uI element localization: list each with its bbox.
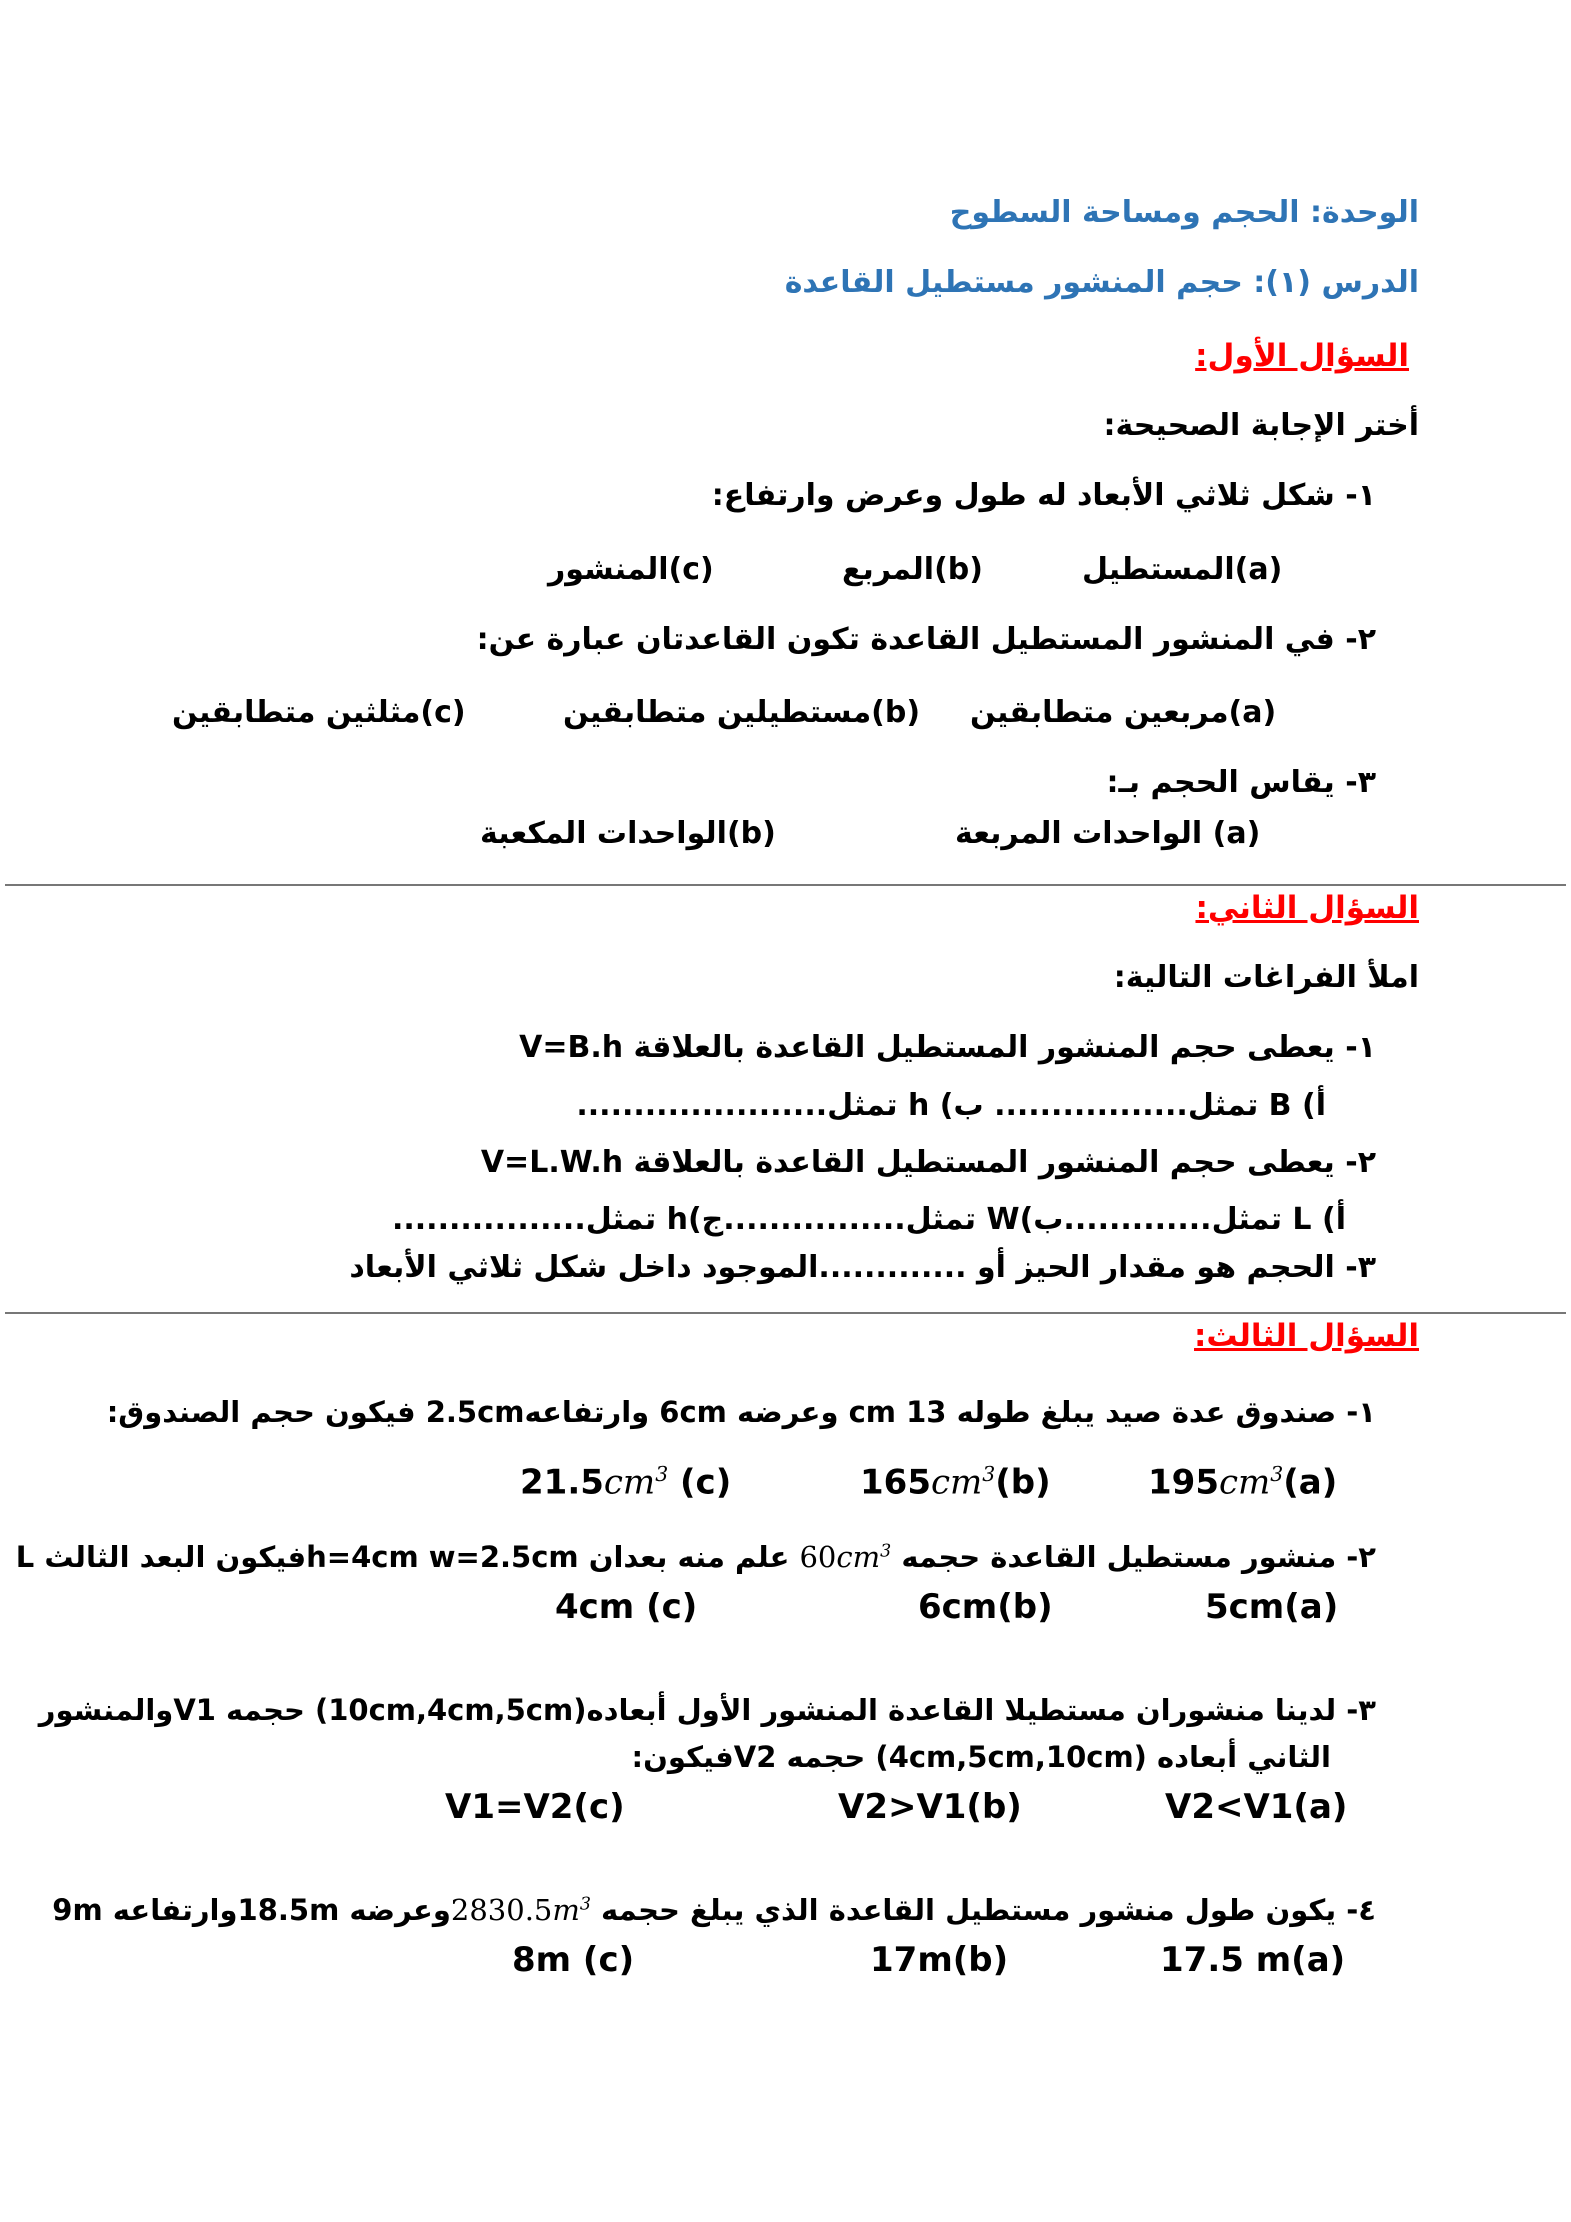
q1-item2-option-b: (b)مستطيلين متطابقين — [563, 695, 921, 730]
q2-title: السؤال الثاني: — [1195, 890, 1419, 926]
unit-title: الوحدة: الحجم ومساحة السطوح — [949, 195, 1419, 230]
q2-line5: ٣- الحجم هو مقدار الحيز أو .............الموجود داخل شكل ثلاثي الأبعاد — [349, 1250, 1376, 1285]
q1-item3-text: ٣- يقاس الحجم بـ: — [1106, 765, 1376, 800]
q1-item3-option-b: (b)الواحدات المكعبة — [480, 816, 776, 851]
q2-instruction: املأ الفراغات التالية: — [1113, 960, 1419, 995]
q3-item2-option-b: 6cm(b) — [918, 1587, 1053, 1627]
q1-item1-text: ١- شكل ثلاثي الأبعاد له طول وعرض وارتفاع: — [711, 478, 1376, 513]
q1-instruction: أختر الإجابة الصحيحة: — [1103, 408, 1419, 443]
q3-item3-text: ٣- لدينا منشوران مستطيلا القاعدة المنشور الأول أبعاده(10cm,4cm,5cm) حجمه V1والمنشور — [38, 1693, 1376, 1727]
q2-line4: أ) L تمثل.............ب)W تمثل................ج)h تمثل................. — [391, 1202, 1346, 1237]
q3-item2-text: ٢- منشور مستطيل القاعدة حجمه $60cm^3$ علم منه بعدان h=4cm w=2.5cmفيكون البعد الثالث L — [15, 1540, 1376, 1574]
lesson-title: الدرس (١): حجم المنشور مستطيل القاعدة — [784, 265, 1419, 300]
q3-item4-option-b: 17m(b) — [870, 1940, 1009, 1980]
q3-item1-option-b: $165cm^3(b)$ — [860, 1462, 1051, 1503]
q1-item2-text: ٢- في المنشور المستطيل القاعدة تكون القاعدتان عبارة عن: — [476, 622, 1376, 657]
q1-title: السؤال الأول: — [1195, 338, 1409, 374]
divider — [5, 1312, 1566, 1314]
q3-item2-option-a: 5cm(a) — [1205, 1587, 1339, 1627]
q1-item2-option-a: (a)مربعين متطابقين — [970, 695, 1277, 730]
q3-item3-option-b: V2>V1(b) — [838, 1787, 1022, 1827]
q2-line2: أ) B تمثل................. ب) h تمثل...................... — [576, 1088, 1326, 1123]
q3-item2-option-c: 4cm (c) — [555, 1587, 698, 1627]
q3-item3-option-c: V1=V2(c) — [445, 1787, 625, 1827]
q3-item4-option-a: 17.5 m(a) — [1160, 1940, 1346, 1980]
q1-item1-option-b: (b)المربع — [842, 552, 983, 587]
q3-item4-option-c: 8m (c) — [512, 1940, 635, 1980]
q3-item1-text: ١- صندوق عدة صيد يبلغ طوله 13 cm وعرضه 6cm وارتفاعه2.5cm فيكون حجم الصندوق: — [106, 1395, 1376, 1429]
q1-item1-option-c: (c)المنشور — [548, 552, 714, 587]
q2-line3: ٢- يعطى حجم المنشور المستطيل القاعدة بالعلاقة V=L.W.h — [480, 1145, 1376, 1180]
q3-item1-option-a: $195cm^3(a)$ — [1148, 1462, 1338, 1503]
q3-title: السؤال الثالث: — [1194, 1318, 1419, 1354]
q2-line1: ١- يعطى حجم المنشور المستطيل القاعدة بالعلاقة V=B.h — [519, 1030, 1376, 1065]
q3-item3-option-a: V2<V1(a) — [1165, 1787, 1348, 1827]
q1-item2-option-c: (c)مثلثين متطابقين — [172, 695, 466, 730]
q1-item3-option-a: (a) الواحدات المربعة — [955, 816, 1261, 851]
divider — [5, 884, 1566, 886]
q1-item1-option-a: (a)المستطيل — [1082, 552, 1283, 587]
q3-item3-text2: الثاني أبعاده (4cm,5cm,10cm) حجمه V2فيكون: — [631, 1740, 1331, 1774]
q3-item4-text: ٤- يكون طول منشور مستطيل القاعدة الذي يبلغ حجمه $2830.5m^3وعرضه$ 18.5mوارتفاعه 9m — [52, 1893, 1376, 1927]
q3-item1-option-c: $21.5cm^3$ (c) — [520, 1462, 732, 1503]
